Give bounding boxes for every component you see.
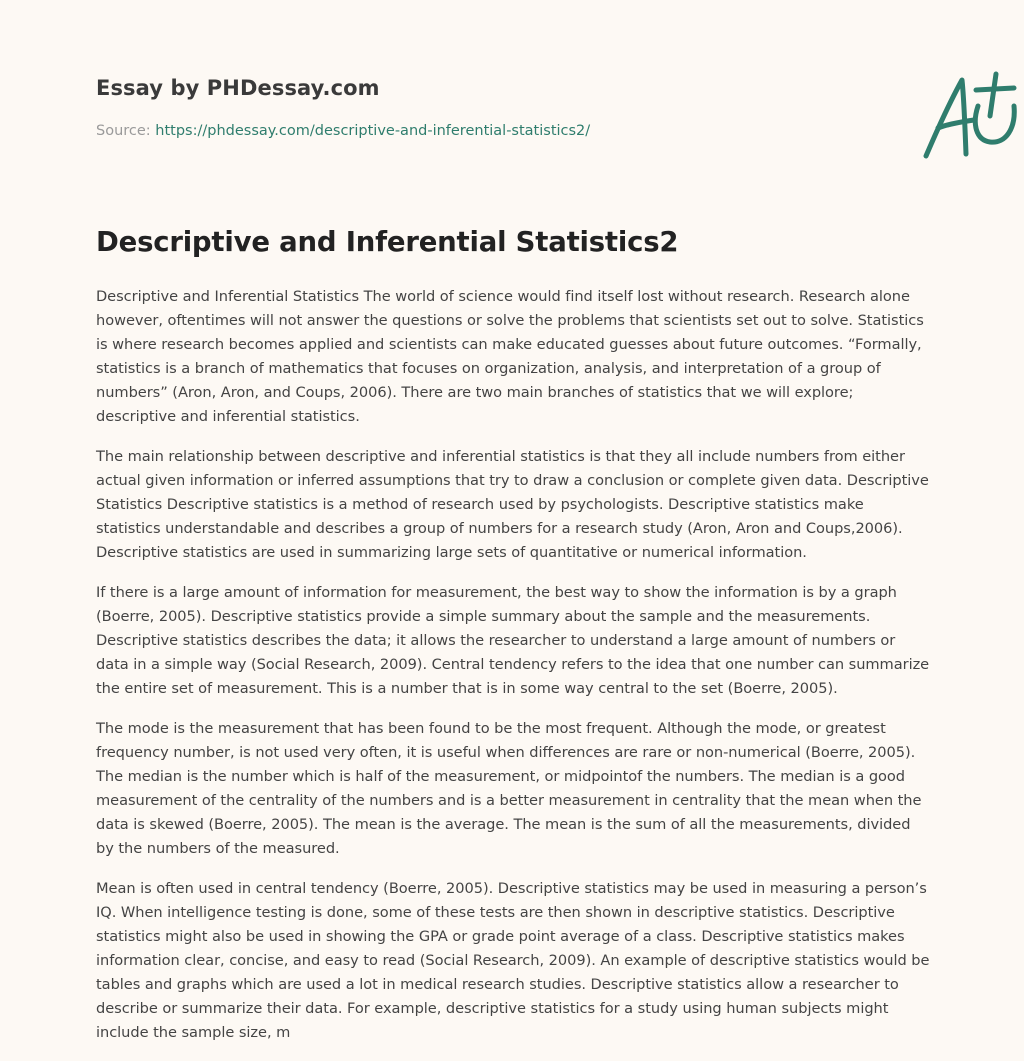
article-title: Descriptive and Inferential Statistics2 [96,226,679,258]
paragraph: Mean is often used in central tendency (Boerre, 2005). Descriptive statistics may be used in measuring a person’s IQ. When intelligence testing is done, some of these tests are then shown in descriptive statistics. Descriptive statistics might also be used in showing the GPA or grade point average of a class. Descriptive statistics makes information clear, concise, and easy to read (Social Research, 2009). An example of descriptive statistics would be tables and graphs which are used a lot in medical research studies. Descriptive statistics allow a researcher to describe or summarize their data. For example, descriptive statistics for a study using human subjects might include the sample size, m [96,880,930,1041]
source-line [96,123,590,139]
source-link[interactable]: https://phdessay.com/descriptive-and-inferential-statistics2/ [155,123,591,139]
paragraph: If there is a large amount of information for measurement, the best way to show the information is by a graph (Boerre, 2005). Descriptive statistics provide a simple summary about the sample and the measurements. Descriptive statistics describes the data; it allows the researcher to understand a large amount of numbers or data in a simple way (Social Research, 2009). Central tendency refers to the idea that one number can summarize the entire set of measurement. This is a number that is in some way central to the set (Boerre, 2005). [96,584,930,697]
site-brand: Essay by PHDessay.com [96,76,380,100]
paragraph: Descriptive and Inferential Statistics The world of science would find itself lost without research. Research alone however, oftentimes will not answer the questions or solve the problems that scientists set out to solve. Statistics is where research becomes applied and scientists can make educated guesses about future outcomes. “Formally, statistics is a branch of mathematics that focuses on organization, analysis, and interpretation of a group of numbers” (Aron, Aron, and Coups, 2006). There are two main branches of statistics that we will explore; descriptive and inferential statistics. [96,288,924,425]
paragraph: The mode is the measurement that has been found to be the most frequent. Although the mode, or greatest frequency number, is not used very often, it is useful when differences are rare or non-numerical (Boerre, 2005). The median is the number which is half of the measurement, or midpointof the numbers. The median is a good measurement of the centrality of the numbers and is a better measurement in centrality that the mean when the data is skewed (Boerre, 2005). The mean is the average. The mean is the sum of all the measurements, divided by the numbers of the measured. [96,720,922,857]
source-label: Source: [96,123,151,139]
article-body [96,285,930,1061]
paragraph: The main relationship between descriptive and inferential statistics is that they all include numbers from either actual given information or inferred assumptions that try to draw a conclusion or complete given data. Descriptive Statistics Descriptive statistics is a method of research used by psychologists. Descriptive statistics make statistics understandable and describes a group of numbers for a research study (Aron, Aron and Coups,2006). Descriptive statistics are used in summarizing large sets of quantitative or numerical information. [96,448,929,561]
a-plus-logo-icon [918,68,1022,164]
